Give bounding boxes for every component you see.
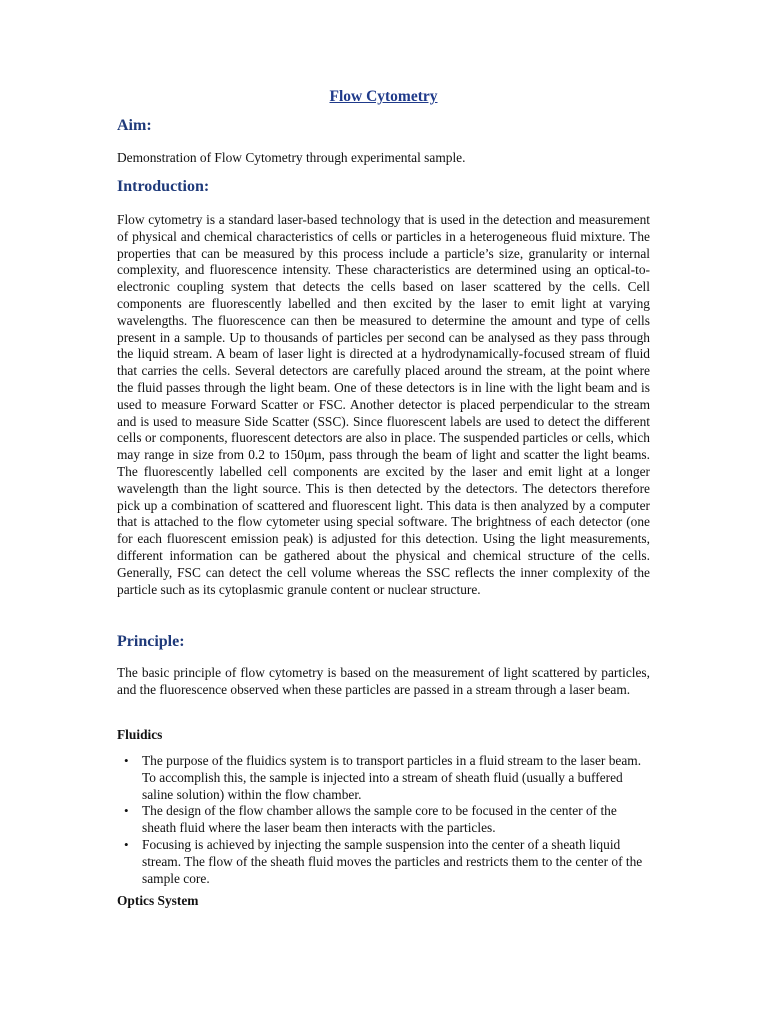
list-item: [117, 837, 650, 887]
fluidics-bullet-list: [117, 753, 650, 887]
bullet-icon: •: [124, 753, 129, 768]
bullet-icon: •: [124, 836, 129, 852]
principle-text: The basic principle of flow cytometry is based on the measurement of light scattered by particles, and the fluorescence observed when these particles are passed in a stream through a laser beam.: [117, 665, 650, 697]
optics-heading: Optics System: [117, 893, 199, 908]
document-title: Flow Cytometry: [329, 88, 438, 105]
introduction-text: Flow cytometry is a standard laser-based technology that is used in the detection and measurement of physical and chemical characteristics of cells or particles in a heterogeneous fluid mixture. The properties that can be measured by this process include a particle’s size, granularity or internal complexity, and fluorescence intensity. These characteristics are determined using an optical-to-electronic coupling system that detects the cells based on laser scattered by the cells. Cell components are fluorescently labelled and then excited by the laser to emit light at varying wavelengths. The fluorescence can then be measured to determine the amount and type of cells present in a sample. Up to thousands of particles per second can be analysed as they pass through the liquid stream. A beam of laser light is directed at a hydrodynamically-focused stream of fluid that carries the cells. Several detectors are carefully placed around the stream, at the point where the fluid passes through the light beam. One of these detectors is in line with the light beam and is used to measure Forward Scatter or FSC. Another detector is placed perpendicular to the stream and is used to measure Side Scatter (SSC). Since fluorescent labels are used to detect the different cells or components, fluorescent detectors are also in place. The suspended particles or cells, which may range in size from 0.2 to 150μm, pass through the beam of light and scatter the light beams. The fluorescently labelled cell components are excited by the laser and emit light at a longer wavelength than the light source. This is then detected by the detectors. The detectors therefore pick up a combination of scattered and fluorescent light. This data is then analyzed by a computer that is attached to the flow cytometer using special software. The brightness of each detector (one for each fluorescent emission peak) is adjusted for this detection. Using the light measurements, different information can be gathered about the physical and chemical structure of the cells. Generally, FSC can detect the cell volume whereas the SSC reflects the inner complexity of the particle such as its cytoplasmic granule content or nuclear structure.: [117, 212, 650, 597]
list-item: [117, 803, 650, 837]
fluidics-heading: Fluidics: [117, 727, 163, 742]
bullet-text: The design of the flow chamber allows the sample core to be focused in the center of the sheath fluid where the laser beam then interacts with the particles.: [142, 803, 617, 836]
bullet-text: Focusing is achieved by injecting the sample suspension into the center of a sheath liquid stream. The flow of the sheath fluid moves the particles and restricts them to the center of the sample core.: [142, 836, 643, 886]
aim-text: Demonstration of Flow Cytometry through experimental sample.: [117, 150, 466, 165]
list-item: [117, 753, 650, 803]
introduction-heading: Introduction:: [117, 178, 210, 195]
bullet-icon: •: [124, 803, 129, 819]
aim-heading: Aim:: [117, 117, 152, 134]
principle-heading: Principle:: [117, 633, 185, 650]
bullet-text: The purpose of the fluidics system is to transport particles in a fluid stream to the laser beam. To accomplish this, the sample is injected into a stream of sheath fluid (usually a buffered saline solution) within the flow chamber.: [142, 753, 642, 802]
